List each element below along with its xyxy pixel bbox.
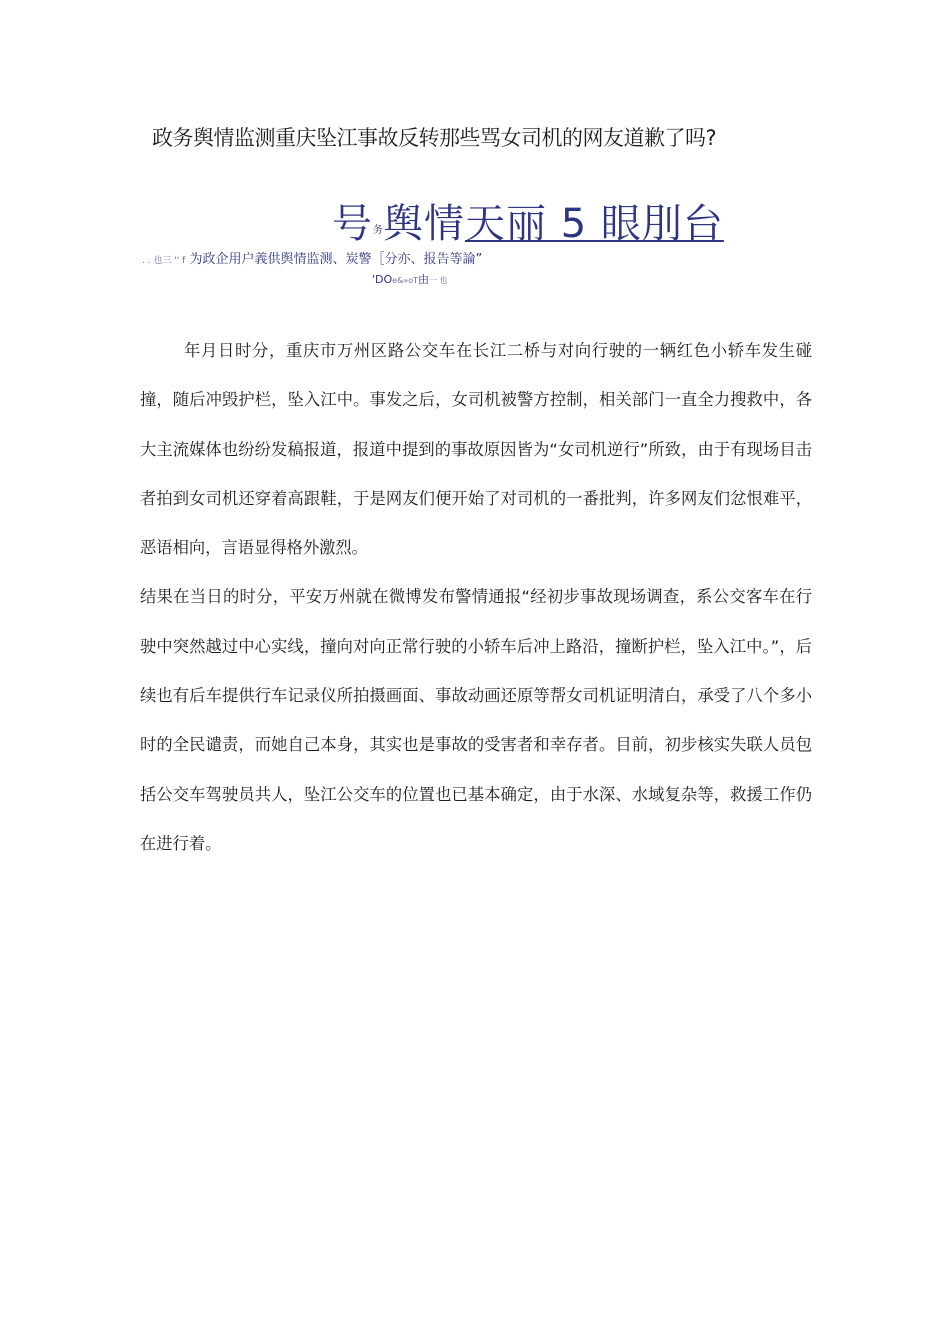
logo-char-b: 舆情 bbox=[383, 201, 465, 247]
document-title: 政务舆情监测重庆坠江事故反转那些骂女司机的网友道歉了吗? bbox=[152, 126, 717, 150]
logo-sub-mid: e&»oT bbox=[392, 276, 418, 285]
logo-sub-prefix: 'DO bbox=[372, 273, 393, 286]
logo-wordmark bbox=[332, 198, 724, 257]
paragraph-1: 年月日时分，重庆市万州区路公交车在长江二桥与对向行驶的一辆红色小轿车发生碰撞，随后冲毁护栏，坠入江中。事发之后，女司机被警方控制，相关部门一直全力搜救中，各大主流媒体也纷纷发稿报道，报道中提到的事故原因皆为“女司机逆行”所致，由于有现场目击者拍到女司机还穿着高跟鞋，于是网友们便开始了对司机的一番批判，许多网友们忿恨难平，恶语相向，言语显得格外激烈。 bbox=[140, 341, 812, 558]
logo-tagline bbox=[142, 251, 482, 270]
logo-char-c: 天丽 5 眼刖台 bbox=[465, 201, 724, 247]
logo-sub-suffix: 一 也 bbox=[429, 276, 448, 285]
logo-image bbox=[0, 0, 950, 300]
logo-char-a: 号 bbox=[332, 201, 373, 247]
article-body bbox=[140, 326, 812, 868]
paragraph-2: 结果在当日的时分，平安万州就在微博发布警情通报“经初步事故现场调查，系公交客车在行驶中突然越过中心实线，撞向对向正常行驶的小轿车后冲上路沿，撞断护栏，坠入江中。”，后续也有后车提供行车记录仪所拍摄画面、事故动画还原等帮女司机证明清白，承受了八个多小时的全民谴责，而她自己本身，其实也是事故的受害者和幸存者。目前，初步核实失联人员包括公交车驾驶员共人，坠江公交车的位置也已基本确定，由于水深、水域复杂等，救援工作仍在进行着。 bbox=[140, 587, 812, 853]
logo-subline bbox=[372, 272, 448, 289]
logo-tagline-text: 为政企用户義供舆情监测、炭警［分亦、报告等論” bbox=[189, 252, 483, 267]
logo-tagline-prefix: . . 也三 '' f bbox=[142, 256, 186, 266]
logo-char-small: 务 bbox=[373, 225, 383, 236]
logo-sub-char: 由 bbox=[418, 273, 429, 286]
